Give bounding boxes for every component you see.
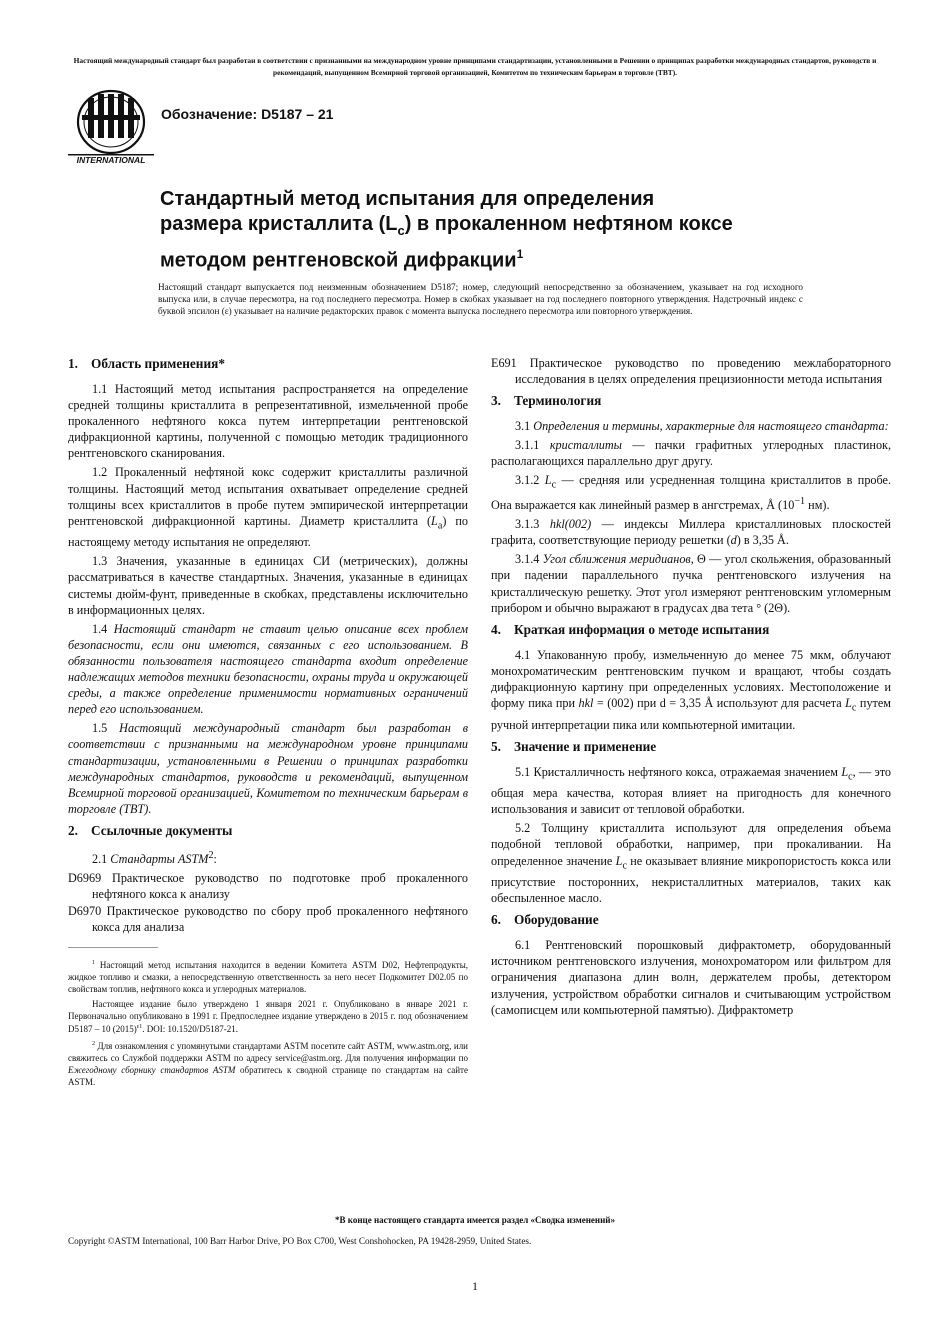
summary-of-changes-note: *В конце настоящего стандарта имеется раздел «Сводка изменений» bbox=[335, 1215, 615, 1225]
section-3-heading: 3. Терминология bbox=[491, 393, 602, 409]
svg-text:INTERNATIONAL: INTERNATIONAL bbox=[76, 155, 146, 165]
astm-logo-icon bbox=[68, 88, 154, 166]
paragraph-1-3: 1.3 Значения, указанные в единицах СИ (метрических), должны рассматриваться в качестве стандартных. Значения, указанные в единицах системы дюйм-фунт, приведенные в скобках, представлены исключительно в информационных целях. bbox=[68, 554, 468, 617]
paragraph-6-1: 6.1 Рентгеновский порошковый дифрактометр, оборудованный источником рентгеновского излучения, монохроматором или фильтром для ограничения диапазона длин волн, держателем пробы, детектором излучения, устройством обработки сигналов и считывающим устройством (самописцем или компьютерной памятью). Дифрактометр bbox=[491, 938, 891, 1017]
paragraph-3-1: 3.1 Определения и термины, характерные для настоящего стандарта: bbox=[515, 419, 889, 434]
astm-logo bbox=[68, 88, 154, 166]
copyright: Copyright ©ASTM International, 100 Barr Harbor Drive, PO Box C700, West Conshohocken, PA 19428-2959, United States. bbox=[68, 1236, 532, 1246]
page-number: 1 bbox=[472, 1279, 478, 1293]
paragraph-2-1: 2.1 Стандарты ASTM$^2$: bbox=[92, 849, 217, 866]
footnote-1-approval: Настоящее издание было утверждено 1 января 2021 г. Опубликовано в январе 2021 г. Первоначально опубликовано в 1991 г. Предпоследнее издание утверждено в 2015 г. под обозначением D5187 – 10 $(2015)^{\varepsilon 1}$. DOI: 10.1520/D5187-21. bbox=[68, 998, 468, 1035]
right-column bbox=[491, 355, 891, 1021]
paragraph-5-2: 5.2 Толщину кристаллита используют для определения объема подобной тепловой обработки, например, при прокаливании. На определенное значение $L_c$ не оказывает влияние микропористость кокса или присутствие посторонних, некристаллитных материалов, таких как обеспыленное масло. bbox=[491, 821, 891, 906]
reference-d6969: D6969 Практическое руководство по подготовке проб прокаленного нефтяного кокса к анализу bbox=[68, 871, 468, 902]
section-1-heading: 1. Область применения* bbox=[68, 356, 225, 371]
reference-e691: E691 Практическое руководство по проведению межлабораторного исследования в целях определения прецизионности метода испытания bbox=[491, 356, 891, 387]
footnote-1: $^1$ Настоящий метод испытания находится в ведении Комитета ASTM D02, Нефтепродукты, жидкое топливо и смазки, а непосредственную ответственность за него несет Подкомитет D02.05 по свойствам топлив, нефтяного кокса и углеродных материалов. bbox=[68, 960, 468, 994]
standards-notice: Настоящий международный стандарт был разработан в соответствии с признанными на международном уровне принципами стандартизации, установленными в Решении о принципах разработки международных стандартов, руководств и рекомендаций, выпущенном Всемирной торговой организацией, Комитетом по техническим барьерам в торговле (TBT). bbox=[73, 56, 877, 77]
paragraph-3-1-4: 3.1.4 Угол сближения меридианов, Θ — угол скольжения, образованный при падении параллельного пучка рентгеновского излучения на кристаллическую решетку. Этот угол измеряют рентгеновским угломерным прибором и обычно выражают в градусах два тета ° (2Θ). bbox=[491, 552, 891, 615]
paragraph-1-4: 1.4 Настоящий стандарт не ставит целью описание всех проблем безопасности, если они имеются, связанных с его использованием. В обязанности пользователя настоящего стандарта входит определение надлежащих методов техники безопасности, охраны труда и окружающей среды, а также определение применимости нормативных ограничений перед его использованием. bbox=[68, 621, 468, 717]
paragraph-3-1-3: 3.1.3 hkl(002) — индексы Миллера кристаллиновых плоскостей графита, соответствующие периоду решетки (d) в 3,35 Å. bbox=[491, 517, 892, 548]
paragraph-4-1: 4.1 Упакованную пробу, измельченную до менее 75 мкм, облучают монохроматическим рентгеновским пучком и вращают, чтобы создать дифракционную картину при определенных условиях. Местоположение и форму пика при hkl = (002) при d = 3,35 Å используют для расчета $L_c$ путем ручной интерпретации пика или компьютерной имитации. bbox=[491, 647, 891, 732]
section-5-heading: 5. Значение и применение bbox=[491, 738, 657, 754]
designation: Обозначение: D5187 – 21 bbox=[161, 106, 334, 122]
section-2-heading: 2. Ссылочные документы bbox=[68, 822, 233, 838]
section-6-heading: 6. Оборудование bbox=[491, 912, 599, 928]
footnote-separator bbox=[68, 947, 158, 948]
paragraph-3-1-2: 3.1.2 $L_c$ — средняя или усредненная толщина кристаллитов в пробе. Она выражается как линейный размер в ангстремах, Å ($10^{-1}$ нм). bbox=[491, 473, 892, 513]
paragraph-1-1: 1.1 Настоящий метод испытания распространяется на определение средней толщины кристаллита в репрезентативной, измельченной пробе прокаленного нефтяного кокса путем интерпретации рентгеновской дифракционной картины, полученной с помощью методик традиционного рентгеновского сканирования. bbox=[68, 382, 468, 461]
paragraph-5-1: 5.1 Кристалличность нефтяного кокса, отражаемая значением $L_c$, — это общая мера качества, которая влияет на пригодность для конечного использования и зависит от тепловой обработки. bbox=[491, 764, 891, 817]
left-column bbox=[68, 355, 468, 1091]
footnote-2: $^2$ Для ознакомления с упомянутыми стандартами ASTM посетите сайт ASTM, www.astm.org, или свяжитесь со Службой поддержки ASTM по адресу service@astm.org. Для получения информации по Ежегодному сборнику стандартов ASTM обратитесь к сводной странице по стандартам на сайте ASTM. bbox=[68, 1041, 468, 1087]
paragraph-1-5: 1.5 Настоящий международный стандарт был разработан в соответствии с признанными на международном уровне принципами стандартизации, установленными в Решении о принципах разработки международных стандартов, руководств и рекомендаций, выпущенном Всемирной торговой организацией, Комитетом по техническим барьерам в торговле (TBT). bbox=[68, 721, 469, 816]
section-4-heading: 4. Краткая информация о методе испытания bbox=[491, 621, 770, 637]
paragraph-1-2: 1.2 Прокаленный нефтяной кокс содержит кристаллиты различной толщины. Настоящий метод испытания охватывает определение средней толщины всех кристаллитов в пробе путем эмпирической интерпретации рентгеновской дифракционной картины. Диаметр кристаллита $(L_a)$ по настоящему методу испытания не определяют. bbox=[68, 465, 468, 550]
paragraph-3-1-1: 3.1.1 кристаллиты — пачки графитных углеродных пластинок, располагающихся параллельно друг другу. bbox=[491, 438, 892, 469]
page-title: Стандартный метод испытания для определения размера кристаллита $(L_c)$ в прокаленном нефтяном коксе методом рентгеновской дифракции$^1$ bbox=[160, 188, 733, 272]
reference-d6970: D6970 Практическое руководство по сбору проб прокаленного нефтяного кокса для анализа bbox=[68, 904, 468, 935]
issuance-note: Настоящий стандарт выпускается под неизменным обозначением D5187; номер, следующий непосредственно за обозначением, указывает на год исходного выпуска или, в случае пересмотра, на год последнего пересмотра. Номер в скобках указывает на год последнего повторного утверждения. Надстрочный индекс с буквой эпсилон (ε) указывает на наличие редакторских правок с момента выпуска последнего пересмотра или повторного утверждения. bbox=[158, 282, 803, 317]
